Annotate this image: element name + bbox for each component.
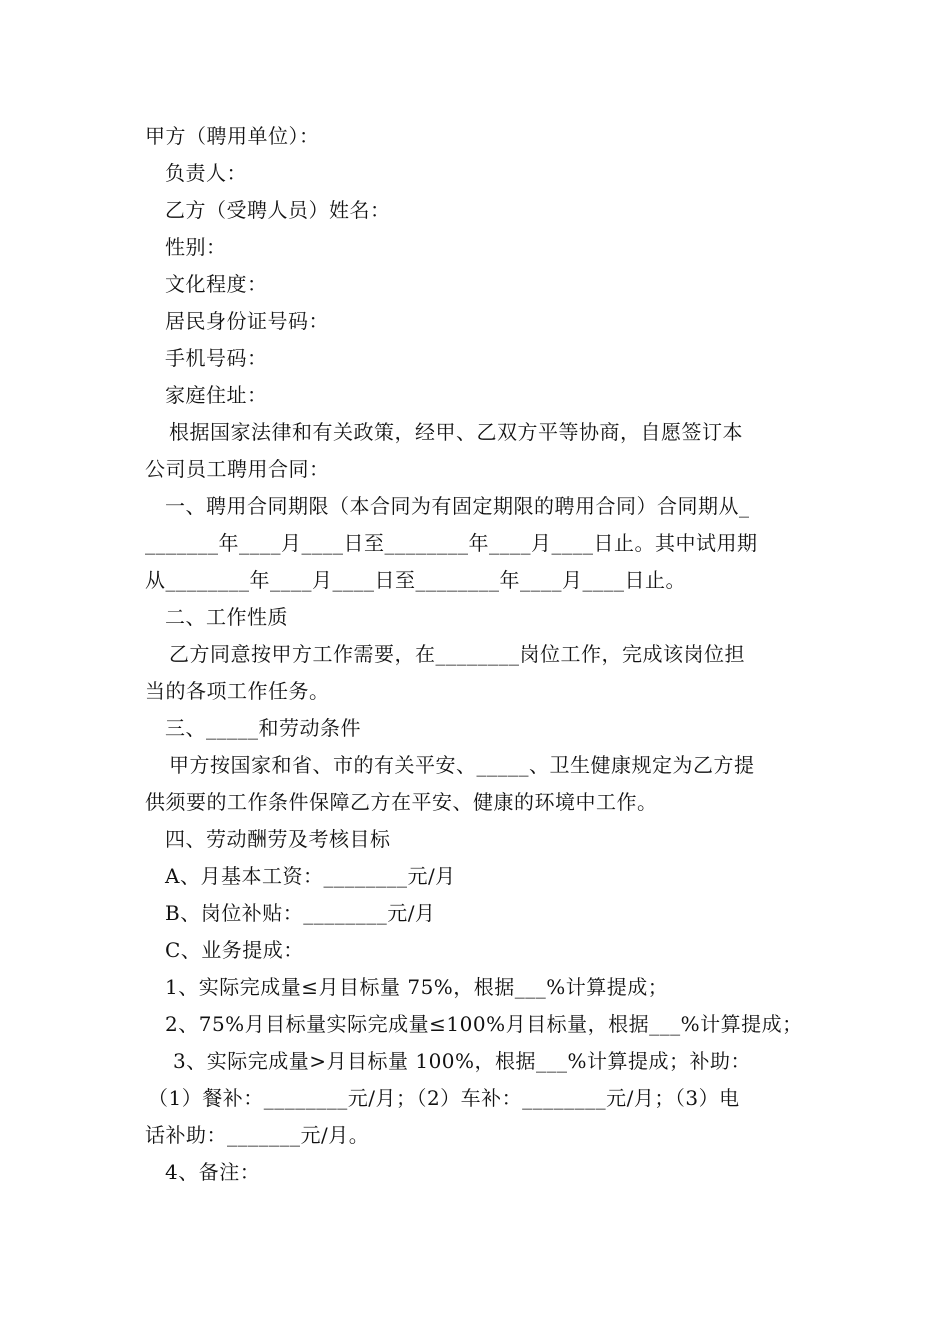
gender-label: 性别： — [165, 235, 227, 259]
commission-heading: C、业务提成： — [165, 938, 304, 962]
section-3-heading: 三、_____和劳动条件 — [165, 716, 361, 740]
party-a-label: 甲方（聘用单位）： — [145, 124, 320, 148]
intro-paragraph-line-1: 根据国家法律和有关政策，经甲、乙双方平等协商，自愿签订本 — [169, 420, 743, 444]
intro-paragraph-line-2: 公司员工聘用合同： — [145, 457, 330, 481]
party-b-name-label: 乙方（受聘人员）姓名： — [165, 198, 391, 222]
contract-page — [145, 118, 810, 1191]
subsidy-line-2: 话补助：_______元/月。 — [145, 1123, 370, 1147]
responsible-person-label: 负责人： — [165, 161, 247, 185]
id-number-label: 居民身份证号码： — [165, 309, 329, 333]
commission-rule-2: 2、75%月目标量实际完成量≤100%月目标量，根据___%计算提成； — [165, 1012, 803, 1036]
section-1-line-3: 从________年____月____日至________年____月____日止。 — [145, 568, 686, 592]
section-3-line-1: 甲方按国家和省、市的有关平安、_____、卫生健康规定为乙方提 — [169, 753, 755, 777]
section-3-line-2: 供须要的工作条件保障乙方在平安、健康的环境中工作。 — [145, 790, 658, 814]
address-label: 家庭住址： — [165, 383, 268, 407]
section-2-line-2: 当的各项工作任务。 — [145, 679, 330, 703]
section-1-heading: 一、聘用合同期限（本合同为有固定期限的聘用合同）合同期从_ — [165, 494, 750, 518]
section-1-line-2: _______年____月____日至________年____月____日止。其中试用期 — [145, 531, 758, 555]
commission-rule-1: 1、实际完成量≤月目标量 75%，根据___%计算提成； — [165, 975, 669, 999]
subsidy-line-1: （1）餐补：________元/月；（2）车补：________元/月；（3）电 — [148, 1086, 740, 1110]
education-label: 文化程度： — [165, 272, 268, 296]
section-4-heading: 四、劳动酬劳及考核目标 — [165, 827, 391, 851]
section-2-heading: 二、工作性质 — [165, 605, 288, 629]
remarks-label: 4、备注： — [165, 1160, 261, 1184]
base-salary-line: A、月基本工资：________元/月 — [165, 864, 456, 888]
phone-label: 手机号码： — [165, 346, 268, 370]
section-2-line-1: 乙方同意按甲方工作需要，在________岗位工作，完成该岗位担 — [169, 642, 745, 666]
position-allowance-line: B、岗位补贴：________元/月 — [165, 901, 436, 925]
commission-rule-3: 3、实际完成量>月目标量 100%，根据___%计算提成；补助： — [173, 1049, 752, 1073]
